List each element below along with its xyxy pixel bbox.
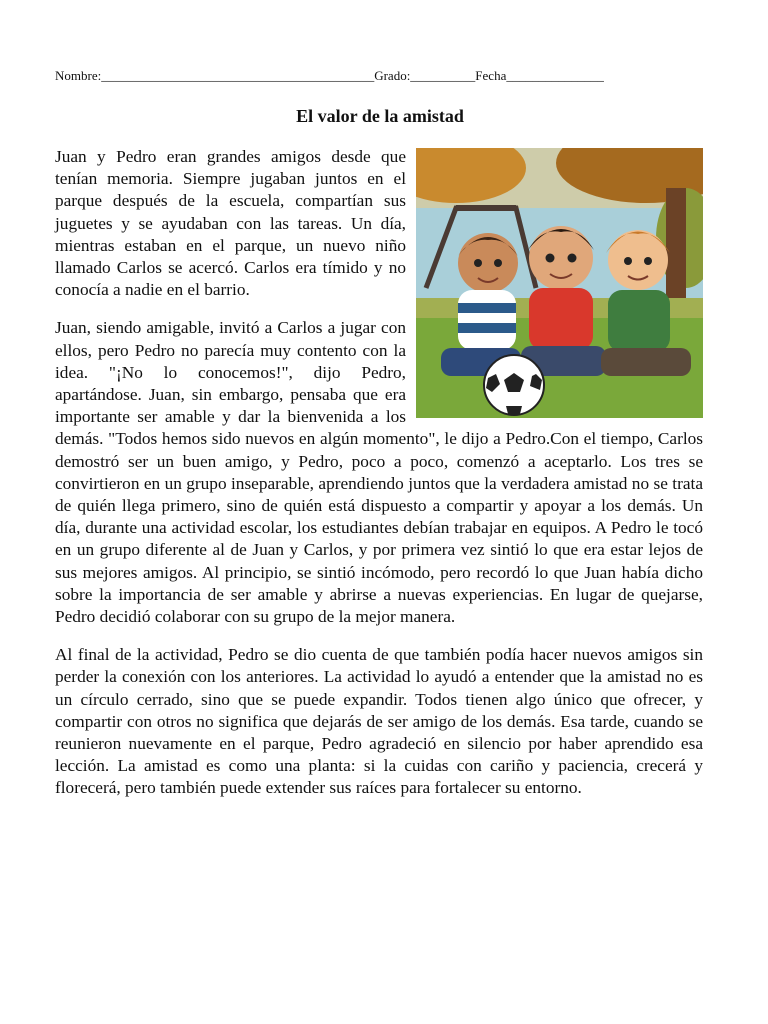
paragraph-2: Juan, siendo amigable, invitó a Carlos a jugar con ellos, pero Pedro no parecía muy contento con la idea. "¡No lo conocemos!", dijo Pedro, apartándose. Juan, sin embargo, pensaba que era importante ser amable y dar la bienvenida a los demás. "Todos hemos sido nuevos en algún momento", le dijo a Pedro.Con el tiempo, Carlos demostró ser un buen amigo, y Pedro, poco a poco, comenzó a aceptarlo. Los tres se convirtieron en un grupo inseparable, aprendiendo juntos que la verdadera amistad no se trata de quién llega primero, sino de quién está dispuesto a compartir y apoyar a los demás. Un día, durante una actividad escolar, los estudiantes debían trabajar en equipos. A Pedro le tocó en un grupo diferente al de Juan y Carlos, y por primera vez sintió lo que era estar lejos de sus mejores amigos. Al principio, se sintió incómodo, pero recordó lo que Juan había dicho sobre la importancia de ser amable y abrirse a nuevas experiencias. En lugar de quejarse, Pedro decidió colaborar con su grupo de la mejor manera. — [55, 318, 703, 627]
paragraph-1: Juan y Pedro eran grandes amigos desde que tenían memoria. Siempre jugaban juntos en el parque después de la escuela, compartían sus juguetes y se ayudaban con las tareas. Un día, mientras estaban en el parque, un nuevo niño llamado Carlos se acercó. Carlos era tímido y no conocía a nadie en el barrio. — [55, 147, 406, 300]
story-content — [55, 146, 703, 816]
paragraph-3: Al final de la actividad, Pedro se dio cuenta de que también podía hacer nuevos amigos sin perder la conexión con los anteriores. La actividad lo ayudó a entender que la amistad no es un círculo cerrado, sino que se puede expandir. Todos tienen algo único que ofrecer, y compartir con otros no significa que dejarás de ser amigo de los demás. Esa tarde, cuando se reunieron nuevamente en el parque, Pedro agradeció en silencio por haber aprendido esa lección. La amistad es como una planta: si la cuidas con cariño y paciencia, crecerá y florecerá, pero también puede extender sus raíces para fortalecer su entorno. — [55, 645, 703, 798]
story-title: El valor de la amistad — [296, 106, 464, 126]
student-info-line: Nombre:__________________________________________Grado:__________Fecha_______________ — [55, 68, 604, 83]
kids-illustration — [416, 148, 703, 418]
